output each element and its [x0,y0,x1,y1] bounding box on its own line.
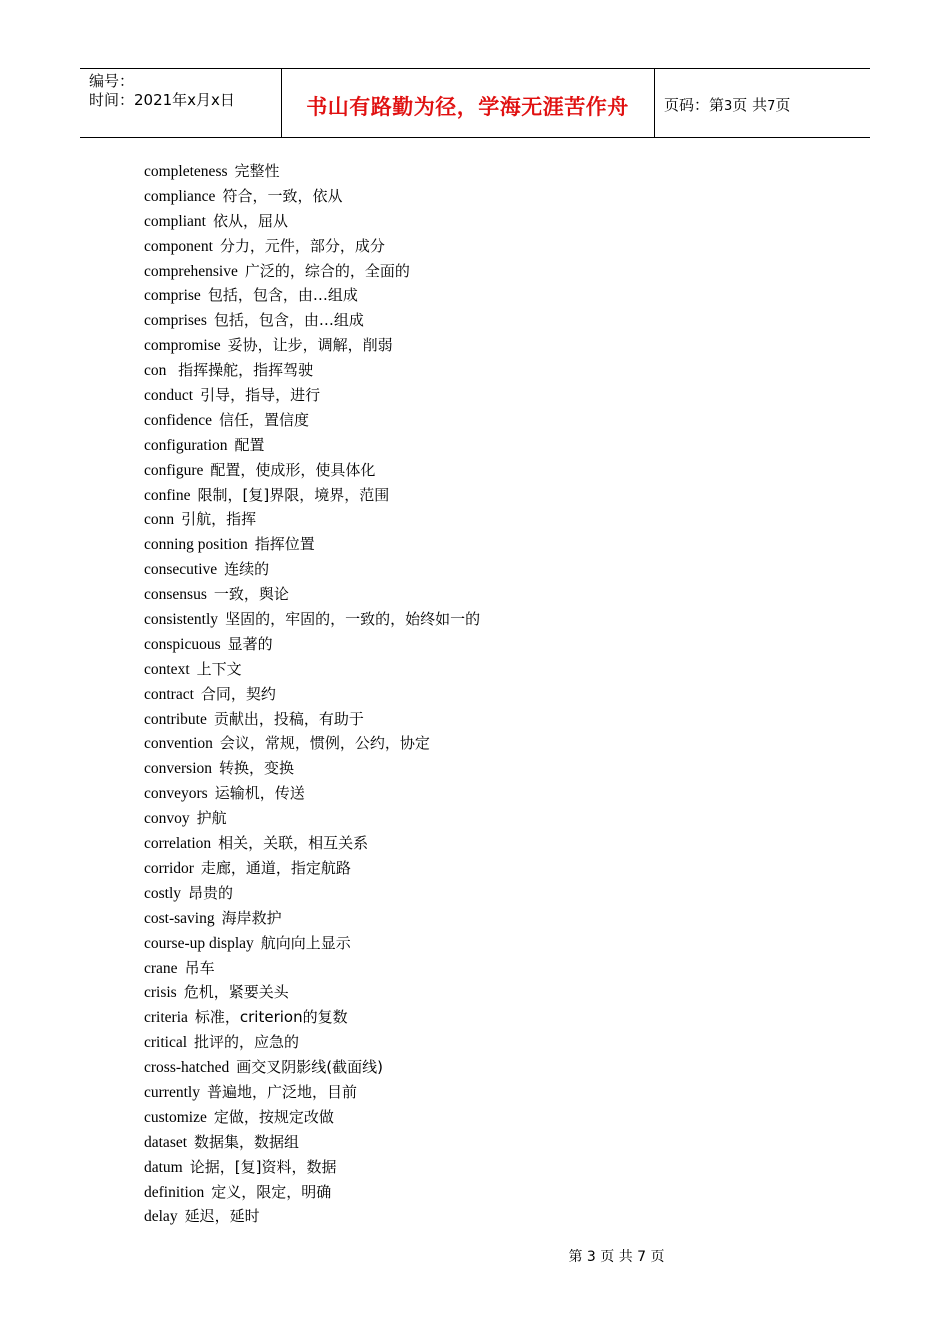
entry-english-term: comprises [144,312,207,330]
entry-english-term: confidence [144,411,212,429]
entry-english-term: consecutive [144,561,218,579]
entry-chinese-definition: 完整性 [234,162,280,180]
vocabulary-entry [144,707,480,732]
vocabulary-entry [144,931,480,956]
entry-english-term: conduct [144,387,194,405]
page-prefix: 页码：第 [664,96,725,114]
entry-english-term: correlation [144,835,212,853]
entry-chinese-definition: 依从，屈从 [213,211,289,230]
entry-english-term: conveyors [144,785,208,803]
entry-chinese-definition: 海岸救护 [221,908,282,927]
vocabulary-entry [144,806,480,831]
motto-text: 书山有路勤为径，学海无涯苦作舟 [306,95,629,119]
entry-chinese-definition: 相关，关联，相互关系 [218,834,369,853]
vocabulary-entry [144,607,480,632]
entry-english-term: consistently [144,611,219,629]
header-info-cell [80,69,282,137]
vocabulary-entry [144,881,480,906]
entry-chinese-definition: 连续的 [224,560,270,579]
entry-english-term: contribute [144,710,207,728]
vocabulary-entry [144,308,480,333]
entry-chinese-definition: 坚固的，牢固的，一致的，始终如一的 [225,610,481,629]
vocabulary-entry [144,831,480,856]
entry-chinese-definition: 延迟，延时 [184,1207,260,1226]
header-page-number [664,94,790,115]
vocabulary-entry [144,458,480,483]
vocabulary-entry [144,781,480,806]
entry-english-term: cost-saving [144,909,215,927]
entry-chinese-definition: 定义，限定，明确 [211,1182,332,1201]
entry-english-term: comprise [144,287,201,305]
vocabulary-entry [144,159,480,184]
entry-english-term: criteria [144,1009,188,1027]
entry-chinese-definition: 指挥位置 [254,535,315,554]
vocabulary-entry [144,408,480,433]
entry-english-term: conning position [144,536,248,554]
vocabulary-entry [144,682,480,707]
vocabulary-entry [144,1080,480,1105]
entry-english-term: configuration [144,436,228,454]
entry-chinese-definition: 符合，一致，依从 [222,186,343,205]
entry-chinese-definition: 合同，契约 [200,684,276,703]
vocabulary-entry [144,1055,480,1080]
vocabulary-entry [144,234,480,259]
entry-chinese-definition: 包括，包含，由…组成 [207,286,358,305]
entry-english-term: critical [144,1034,188,1052]
entry-english-term: course-up display [144,934,254,952]
page-current: 3 [724,99,733,114]
vocabulary-entry [144,1155,480,1180]
vocabulary-entry [144,333,480,358]
vocabulary-entry [144,259,480,284]
entry-english-term: definition [144,1183,205,1201]
vocabulary-entry [144,856,480,881]
vocabulary-entry [144,582,480,607]
entry-english-term: configure [144,461,204,479]
entry-chinese-definition: 护航 [196,809,227,828]
entry-english-term: confine [144,486,191,504]
entry-chinese-definition: 分力，元件，部分，成分 [219,236,385,255]
entry-english-term: delay [144,1208,178,1226]
entry-chinese-definition: 标准，criterion的复数 [194,1008,348,1027]
entry-english-term: conspicuous [144,635,221,653]
vocabulary-entry [144,906,480,931]
entry-english-term: contract [144,685,194,703]
vocabulary-entry [144,483,480,508]
vocabulary-list [144,159,480,1229]
vocabulary-entry [144,1105,480,1130]
vocabulary-entry [144,731,480,756]
header-page-cell [655,69,870,137]
entry-chinese-definition: 显著的 [227,634,273,653]
entry-english-term: customize [144,1108,207,1126]
entry-chinese-definition: 画交叉阴影线(截面线) [236,1058,383,1077]
vocabulary-entry [144,657,480,682]
entry-english-term: datum [144,1158,183,1176]
entry-english-term: compliant [144,212,206,230]
entry-english-term: completeness [144,163,228,180]
entry-chinese-definition: 引航，指挥 [181,510,257,529]
document-code-label: 编号： [89,72,135,90]
vocabulary-entry [144,433,480,458]
entry-english-term: conversion [144,760,213,778]
vocabulary-entry [144,283,480,308]
page-total: 7 [767,99,776,114]
entry-chinese-definition: 转换，变换 [219,759,295,778]
entry-english-term: convoy [144,810,190,828]
entry-chinese-definition: 航向向上显示 [260,933,351,952]
vocabulary-entry [144,1204,480,1229]
vocabulary-entry [144,1005,480,1030]
vocabulary-entry [144,557,480,582]
entry-english-term: dataset [144,1133,188,1151]
entry-chinese-definition: 论据，[复]资料，数据 [189,1157,337,1176]
vocabulary-entry [144,1180,480,1205]
entry-chinese-definition: 运输机，传送 [214,784,305,803]
vocabulary-entry [144,756,480,781]
vocabulary-entry [144,980,480,1005]
vocabulary-entry [144,956,480,981]
entry-english-term: costly [144,884,182,902]
entry-chinese-definition: 普遍地，广泛地，目前 [206,1082,357,1101]
page-middle: 页 共 [732,96,768,114]
entry-english-term: compromise [144,337,221,355]
entry-chinese-definition: 一致，舆论 [213,585,289,604]
page-footer: 第 3 页 共 7 页 [568,1249,665,1265]
entry-english-term: crisis [144,984,177,1002]
entry-chinese-definition: 包括，包含，由…组成 [213,311,364,330]
vocabulary-entry [144,1030,480,1055]
entry-chinese-definition: 指挥操舵，指挥驾驶 [173,361,314,380]
entry-chinese-definition: 走廊，通道，指定航路 [200,858,351,877]
entry-chinese-definition: 限制，[复]界限，境界，范围 [197,485,390,504]
entry-english-term: corridor [144,859,194,877]
entry-english-term: crane [144,959,178,977]
entry-english-term: convention [144,735,213,753]
vocabulary-entry [144,383,480,408]
entry-chinese-definition: 批评的，应急的 [194,1033,300,1052]
page-suffix: 页 [775,96,791,114]
entry-chinese-definition: 广泛的，综合的，全面的 [244,261,410,280]
document-header [80,68,870,138]
entry-chinese-definition: 引导，指导，进行 [200,386,321,405]
entry-english-term: conn [144,511,175,529]
entry-chinese-definition: 信任，置信度 [219,410,310,429]
header-motto-cell [281,69,655,137]
entry-chinese-definition: 会议，常规，惯例，公约，协定 [219,734,430,753]
vocabulary-entry [144,1130,480,1155]
vocabulary-entry [144,184,480,209]
vocabulary-entry [144,358,480,383]
vocabulary-entry [144,632,480,657]
entry-english-term: component [144,237,213,255]
entry-english-term: comprehensive [144,262,238,280]
entry-chinese-definition: 配置 [234,435,265,454]
entry-chinese-definition: 数据集，数据组 [194,1132,300,1151]
entry-english-term: compliance [144,187,216,205]
entry-chinese-definition: 昂贵的 [188,883,234,902]
entry-english-term: consensus [144,586,207,604]
entry-chinese-definition: 贡献出，投稿，有助于 [213,709,364,728]
entry-english-term: con [144,362,167,380]
entry-chinese-definition: 上下文 [196,659,242,678]
entry-chinese-definition: 妥协，让步，调解，削弱 [227,336,393,355]
entry-english-term: currently [144,1083,200,1101]
vocabulary-entry [144,507,480,532]
entry-chinese-definition: 危机，紧要关头 [183,983,289,1002]
entry-chinese-definition: 定做，按规定改做 [213,1107,334,1126]
entry-chinese-definition: 配置，使成形，使具体化 [210,460,376,479]
vocabulary-entry [144,532,480,557]
entry-english-term: cross-hatched [144,1059,230,1077]
entry-chinese-definition: 吊车 [184,958,215,977]
document-time-label: 时间：2021年x月x日 [89,91,235,109]
vocabulary-entry [144,209,480,234]
entry-english-term: context [144,660,190,678]
